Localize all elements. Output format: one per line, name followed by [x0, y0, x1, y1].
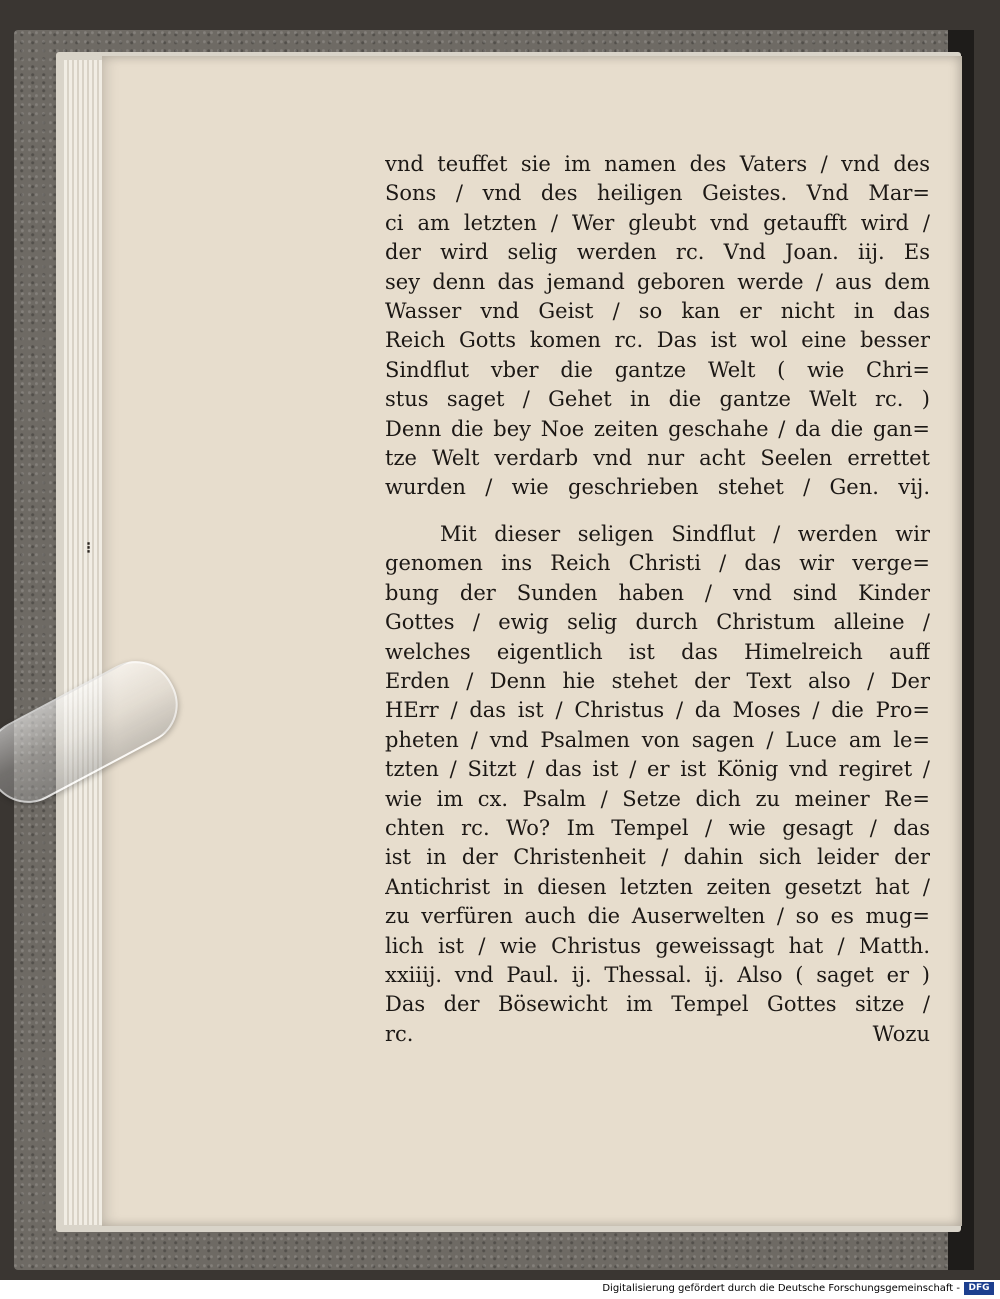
text-line: Mit dieser seligen Sindflut / werden wir [440, 521, 930, 546]
text-line: ci am letzten / Wer gleubt vnd getaufft wird / [385, 210, 930, 235]
text-line: welches eigentlich ist das Himelreich auff [385, 639, 930, 664]
margin-mark: ⁝ [86, 538, 92, 557]
text-line: zu verfüren auch die Auserwelten / so es mug= [385, 904, 930, 929]
text-line: xxiiij. vnd Paul. ij. Thessal. ij. Also ( saget er ) [385, 962, 930, 987]
dfg-logo: DFG [964, 1282, 994, 1295]
text-line: HErr / das ist / Christus / da Moses / die Pro= [385, 698, 930, 723]
text-line: stus saget / Gehet in die gantze Welt rc. ) [385, 387, 930, 412]
text-line: genomen ins Reich Christi / das wir verge= [385, 551, 930, 576]
text-line: pheten / vnd Psalmen von sagen / Luce am le= [385, 727, 930, 752]
text-line: Sons / vnd des heiligen Geistes. Vnd Mar= [385, 181, 930, 206]
text-line: Sindflut vber die gantze Welt ( wie Chri= [385, 357, 930, 382]
text-line: wie im cx. Psalm / Setze dich zu meiner Re= [385, 786, 930, 811]
text-line: bung der Sunden haben / vnd sind Kinder [385, 580, 930, 605]
text-line: Wasser vnd Geist / so kan er nicht in das [385, 299, 930, 324]
text-line: sey denn das jemand geboren werde / aus dem [385, 269, 930, 294]
text-line: Denn die bey Noe zeiten geschahe / da die gan= [385, 416, 930, 441]
text-line: der wird selig werden rc. Vnd Joan. iij. Es [385, 240, 930, 265]
text-line: Reich Gotts komen rc. Das ist wol eine besser [385, 328, 930, 353]
text-line: vnd teuffet sie im namen des Vaters / vnd des [385, 152, 930, 176]
text-line: Erden / Denn hie stehet der Text also / Der [385, 668, 930, 693]
text-line: Antichrist in diesen letzten zeiten gesetzt hat / [385, 874, 930, 899]
catchword: Wozu [872, 1021, 930, 1046]
paragraph-2 [385, 520, 930, 1020]
text-line: chten rc. Wo? Im Tempel / wie gesagt / das [385, 815, 930, 840]
paragraph-1 [385, 150, 930, 503]
text-line: tzten / Sitzt / das ist / er ist König vnd regiret / [385, 757, 930, 782]
text-line: Das der Bösewicht im Tempel Gottes sitze / [385, 992, 930, 1017]
text-line: Gottes / ewig selig durch Christum alleine / [385, 610, 930, 635]
text-line: ist in der Christenheit / dahin sich leider der [385, 845, 930, 870]
page-edges [64, 60, 104, 1225]
trailing-abbrev: rc. [385, 1021, 414, 1046]
page-footer-line [385, 1020, 930, 1049]
page-text [385, 150, 930, 1049]
text-line: wurden / wie geschrieben stehet / Gen. vij. [385, 475, 930, 500]
footer-credit: Digitalisierung gefördert durch die Deutsche Forschungsgemeinschaft - [602, 1283, 960, 1294]
text-line: tze Welt verdarb vnd nur acht Seelen errettet [385, 446, 930, 471]
text-line: lich ist / wie Christus geweissagt hat / Matth. [385, 933, 930, 958]
